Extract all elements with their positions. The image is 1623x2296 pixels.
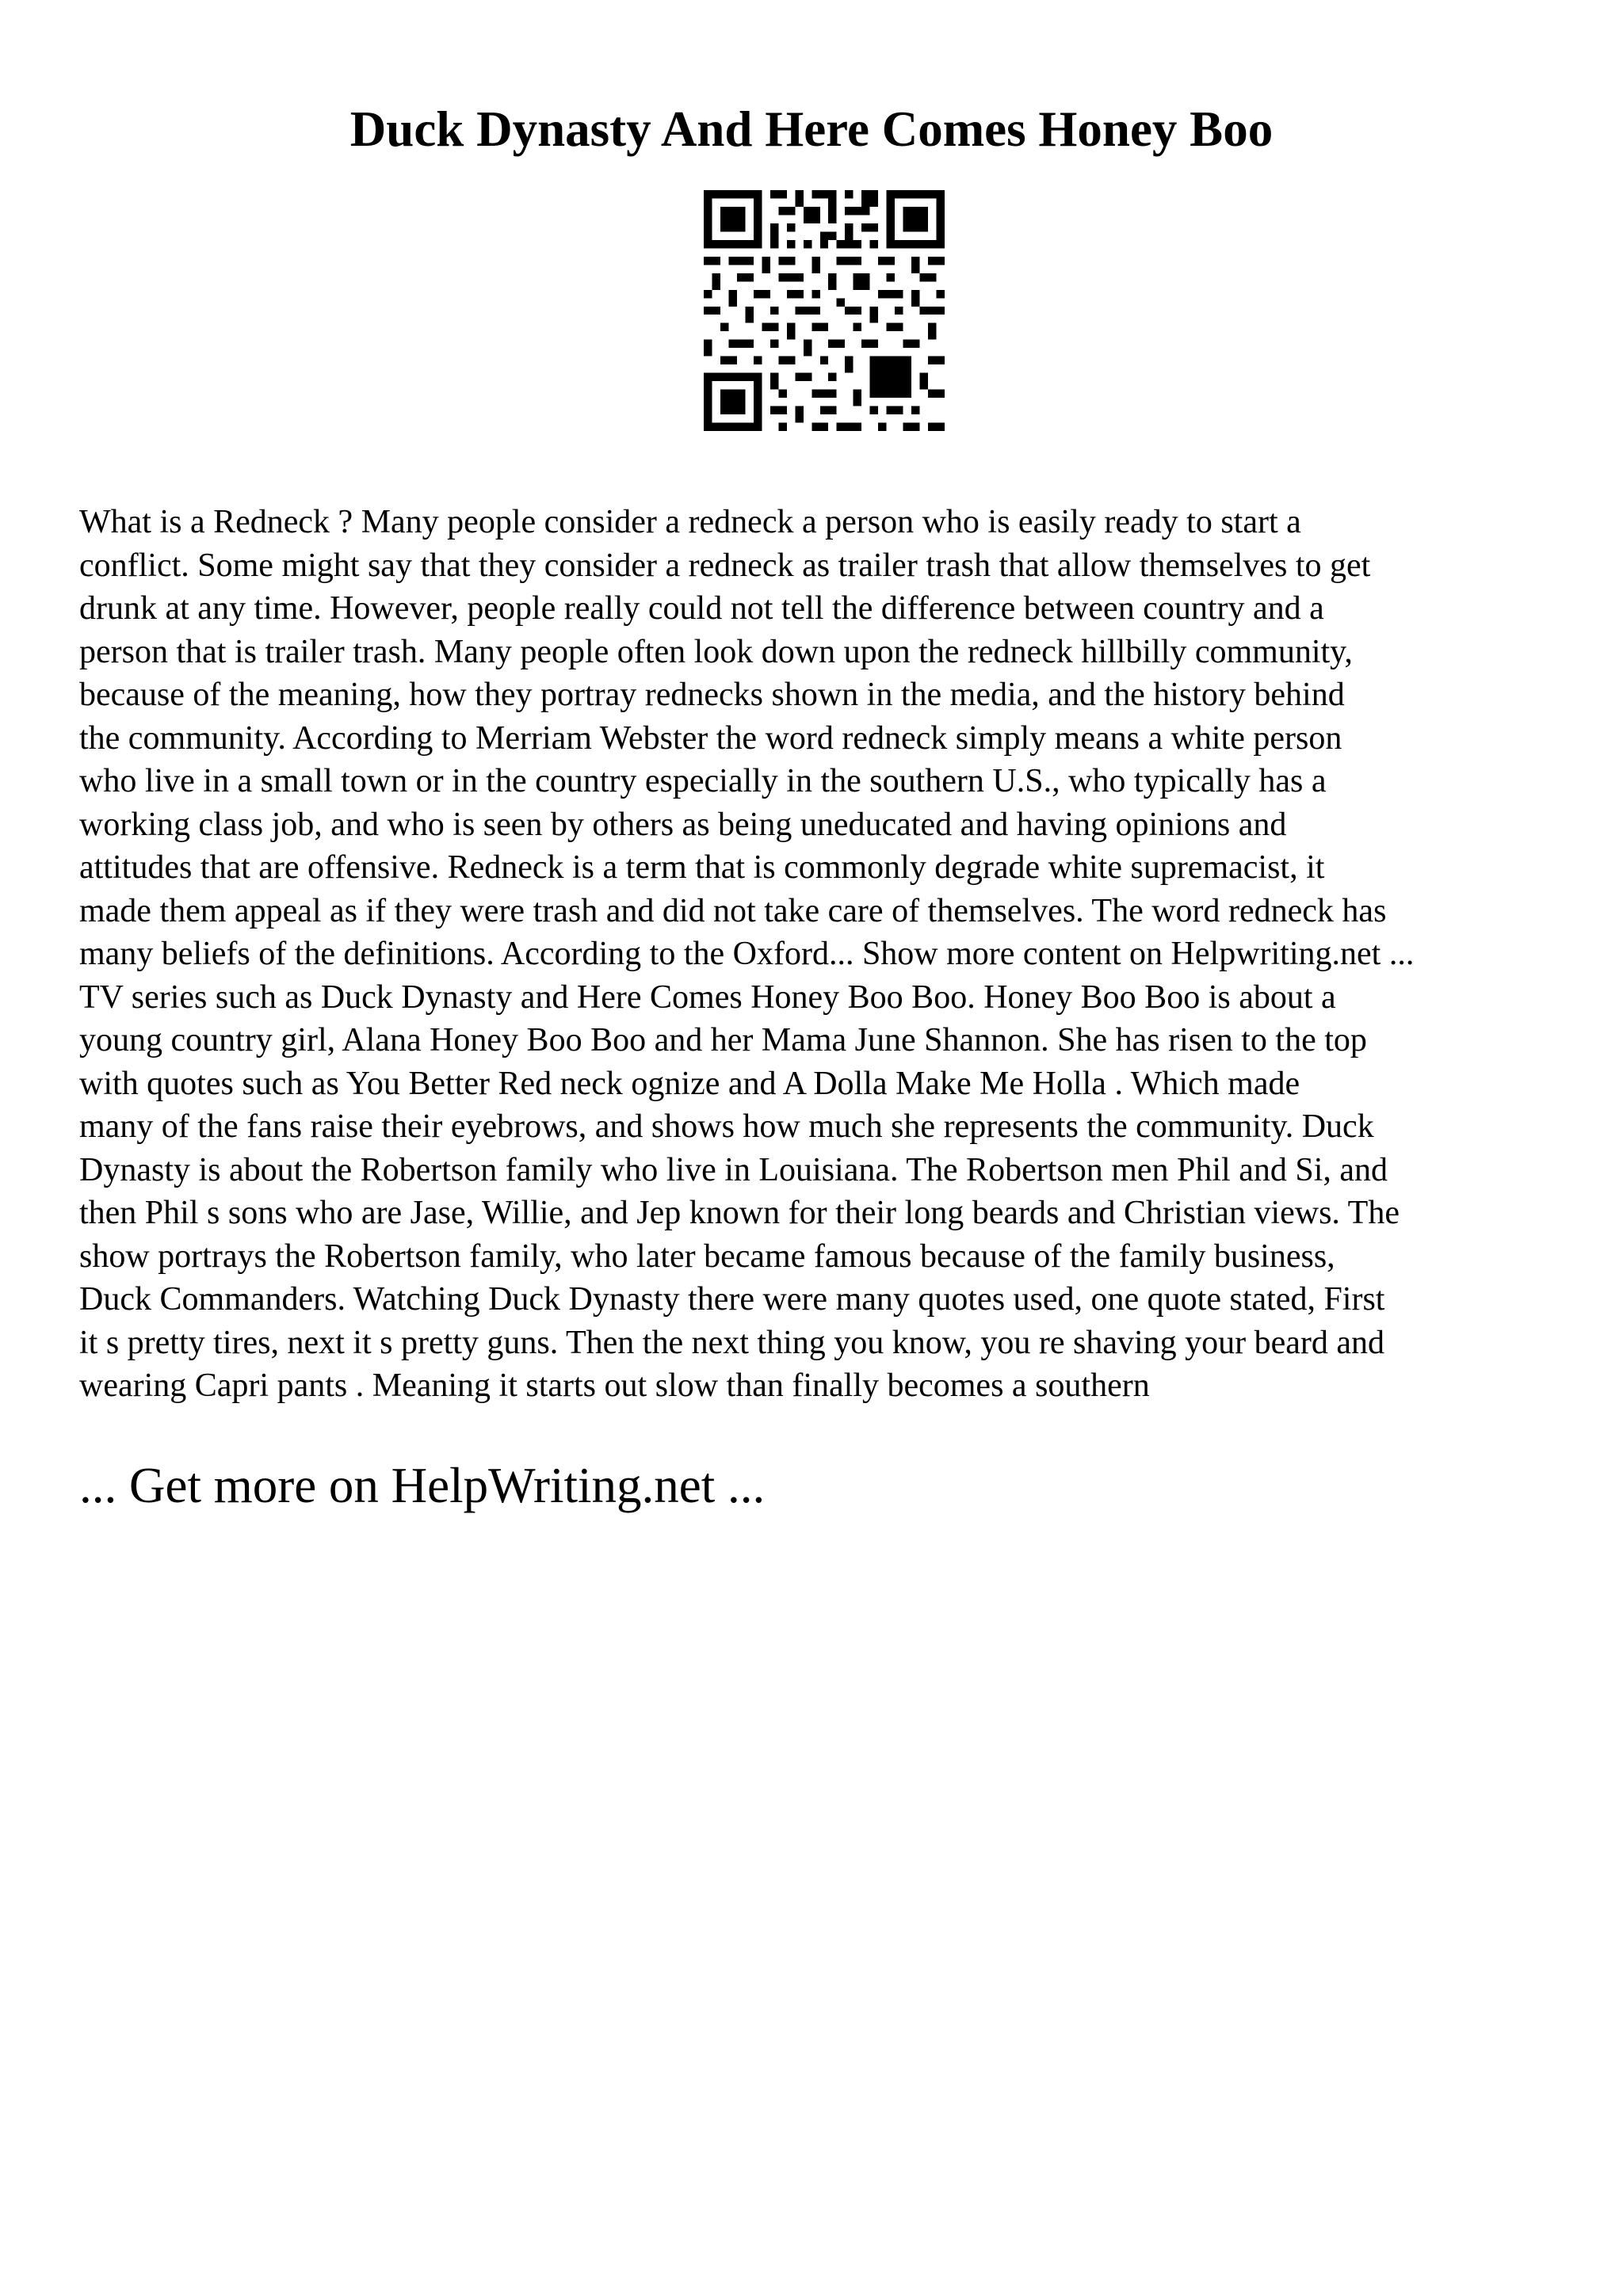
article-body-line: working class job, and who is seen by others as being uneducated and having opinions and bbox=[79, 806, 1287, 843]
article-body-line: attitudes that are offensive. Redneck is a term that is commonly degrade white supremacist, it bbox=[79, 849, 1325, 886]
article-body-line: it s pretty tires, next it s pretty guns. Then the next thing you know, you re shaving your beard and bbox=[79, 1324, 1385, 1361]
article-body-line: because of the meaning, how they portray rednecks shown in the media, and the history behind bbox=[79, 677, 1345, 713]
article-body-line: then Phil s sons who are Jase, Willie, and Jep known for their long beards and Christian views. The bbox=[79, 1195, 1400, 1231]
article-body-line: made them appeal as if they were trash and did not take care of themselves. The word redneck has bbox=[79, 892, 1387, 929]
article-body-line: with quotes such as You Better Red neck ognize and A Dolla Make Me Holla . Which made bbox=[79, 1065, 1300, 1102]
get-more-link[interactable]: ... Get more on HelpWriting.net ... bbox=[79, 1458, 766, 1513]
article-body-line: What is a Redneck ? Many people consider a redneck a person who is easily ready to start a bbox=[79, 504, 1301, 540]
article-body-line: drunk at any time. However, people really could not tell the difference between country and a bbox=[79, 590, 1324, 627]
article-body-line: who live in a small town or in the country especially in the southern U.S., who typically has a bbox=[79, 763, 1327, 799]
article-body-line: Duck Commanders. Watching Duck Dynasty there were many quotes used, one quote stated, First bbox=[79, 1281, 1385, 1318]
article-body-line: young country girl, Alana Honey Boo Boo and her Mama June Shannon. She has risen to the top bbox=[79, 1022, 1367, 1058]
article-body bbox=[79, 501, 1569, 1408]
article-body-line: Dynasty is about the Robertson family who live in Louisiana. The Robertson men Phil and Si, and bbox=[79, 1151, 1388, 1188]
article-body-line: many of the fans raise their eyebrows, and shows how much she represents the community. Duck bbox=[79, 1108, 1374, 1145]
article-body-line: show portrays the Robertson family, who later became famous because of the family business, bbox=[79, 1238, 1335, 1275]
document-title: Duck Dynasty And Here Comes Honey Boo bbox=[349, 101, 1274, 157]
article-body-line: wearing Capri pants . Meaning it starts out slow than finally becomes a southern bbox=[79, 1367, 1150, 1404]
article-body-line: conflict. Some might say that they consider a redneck as trailer trash that allow themselves to get bbox=[79, 547, 1371, 584]
article-body-line: many beliefs of the definitions. According to the Oxford... Show more content on Helpwriting.net ... bbox=[79, 936, 1415, 972]
article-body-line: person that is trailer trash. Many people often look down upon the redneck hillbilly community, bbox=[79, 633, 1353, 670]
article-body-line: the community. According to Merriam Webster the word redneck simply means a white person bbox=[79, 719, 1342, 757]
qr-code-icon[interactable] bbox=[704, 190, 945, 431]
article-body-line: TV series such as Duck Dynasty and Here Comes Honey Boo Boo. Honey Boo Boo is about a bbox=[79, 978, 1336, 1016]
